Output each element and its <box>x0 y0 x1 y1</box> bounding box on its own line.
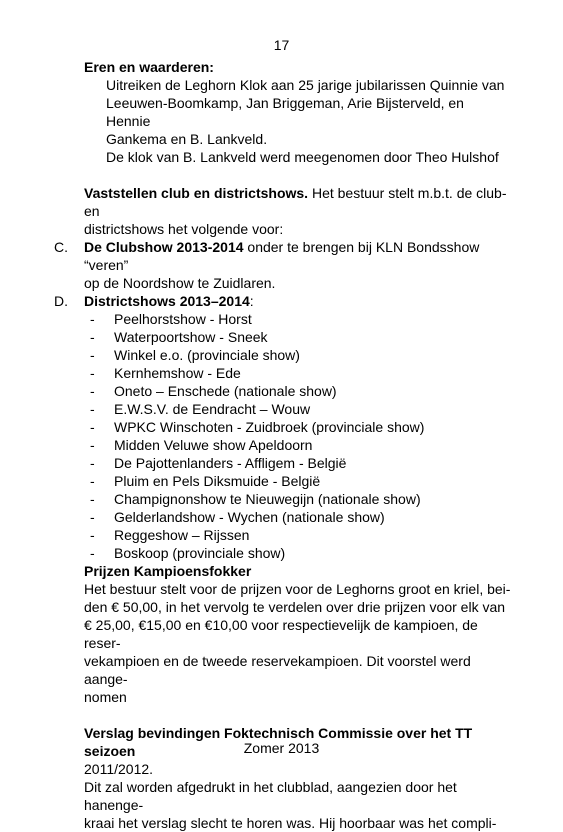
text-line: vekampioen en de tweede reservekampioen. Dit voorstel werd aange- <box>84 653 471 687</box>
list-letter: D. <box>54 293 68 309</box>
list-item-text: Midden Veluwe show Apeldoorn <box>114 437 313 453</box>
list-item <box>84 436 512 454</box>
list-letter: C. <box>54 239 68 255</box>
dash-bullet: - <box>90 509 95 525</box>
inline-text: onder te brengen bij KLN Bondsshow “veren” <box>84 239 480 273</box>
list-item <box>84 472 512 490</box>
text-line: districtshows het volgende voor: <box>84 221 284 237</box>
dash-bullet: - <box>90 419 95 435</box>
dash-bullet: - <box>90 401 95 417</box>
paragraph-gap <box>84 166 512 184</box>
list-item-text: De Pajottenlanders - Affligem - België <box>114 455 347 471</box>
list-item <box>84 418 512 436</box>
list-item <box>84 382 512 400</box>
list-item <box>84 526 512 544</box>
text-line <box>84 184 512 220</box>
section-heading: Verslag bevindingen Foktechnisch Commissie over het TT seizoen <box>84 725 473 759</box>
list-item-text: Winkel e.o. (provinciale show) <box>114 347 300 363</box>
dash-bullet: - <box>90 491 95 507</box>
list-item-text: Kernhemshow - Ede <box>114 365 241 381</box>
list-item-text: Oneto – Enschede (nationale show) <box>114 383 337 399</box>
dash-bullet: - <box>90 437 95 453</box>
dash-bullet: - <box>90 473 95 489</box>
text-line: op de Noordshow te Zuidlaren. <box>84 275 276 291</box>
dash-bullet: - <box>90 455 95 471</box>
item-heading: De Clubshow 2013-2014 <box>84 239 244 255</box>
inline-text: Het bestuur stelt m.b.t. de club- en <box>84 185 507 219</box>
list-item <box>84 328 512 346</box>
text-line: Leeuwen-Boomkamp, Jan Briggeman, Arie Bijsterveld, en Hennie <box>106 95 464 129</box>
list-item <box>84 400 512 418</box>
dash-bullet: - <box>90 365 95 381</box>
text-line <box>84 292 512 310</box>
list-item-text: Champignonshow te Nieuwegijn (nationale show) <box>114 491 421 507</box>
text-line: den € 50,00, in het vervolg te verdelen over drie prijzen voor elk van <box>84 599 506 615</box>
dash-bullet: - <box>90 329 95 345</box>
text-line: De klok van B. Lankveld werd meegenomen door Theo Hulshof <box>106 149 499 165</box>
list-item-text: Reggeshow – Rijssen <box>114 527 250 543</box>
dash-bullet: - <box>90 347 95 363</box>
list-item <box>84 454 512 472</box>
section-heading: Eren en waarderen: <box>84 59 214 75</box>
list-item <box>84 544 512 562</box>
text-line: Uitreiken de Leghorn Klok aan 25 jarige jubilarissen Quinnie van <box>106 77 505 93</box>
section-heading: Prijzen Kampioensfokker <box>84 563 252 579</box>
list-item-text: Gelderlandshow - Wychen (nationale show) <box>114 509 385 525</box>
dash-bullet: - <box>90 527 95 543</box>
list-item <box>84 310 512 328</box>
item-heading: Districtshows 2013–2014 <box>84 293 250 309</box>
text-line: Het bestuur stelt voor de prijzen voor de Leghorns groot en kriel, bei- <box>84 581 511 597</box>
list-item-text: Pluim en Pels Diksmuide - België <box>114 473 321 489</box>
inline-text: : <box>249 293 254 309</box>
districtshow-list <box>84 310 512 562</box>
section-text <box>84 76 512 166</box>
section-heading: Vaststellen club en districtshows. <box>84 185 309 201</box>
document-body <box>54 58 512 832</box>
list-item-d <box>54 292 512 310</box>
list-item-text: E.W.S.V. de Eendracht – Wouw <box>114 401 311 417</box>
dash-bullet: - <box>90 311 95 327</box>
text-line: € 25,00, €15,00 en €10,00 voor respectievelijk de kampioen, de reser- <box>84 617 478 651</box>
list-item-text: Peelhorstshow - Horst <box>114 311 252 327</box>
list-item <box>84 508 512 526</box>
dash-bullet: - <box>90 545 95 561</box>
text-line: kraai het verslag slecht te horen was. Hij hoorbaar was het compli- <box>84 815 497 831</box>
page-footer: Zomer 2013 <box>243 740 320 756</box>
list-item-text: Waterpoortshow - Sneek <box>114 329 268 345</box>
dash-bullet: - <box>90 383 95 399</box>
list-item-text: WPKC Winschoten - Zuidbroek (provinciale show) <box>114 419 425 435</box>
text-line: 2011/2012. <box>84 761 154 777</box>
list-item <box>84 490 512 508</box>
section-eren-en-waarderen <box>84 58 512 166</box>
text-line <box>84 238 512 274</box>
list-item-c <box>54 238 512 292</box>
section-clubshows <box>84 184 512 238</box>
text-line: Gankema en B. Lankveld. <box>106 131 268 147</box>
list-item <box>84 346 512 364</box>
text-line: nomen <box>84 689 127 705</box>
text-line: Dit zal worden afgedrukt in het clubblad, aangezien door het hanenge- <box>84 779 457 813</box>
list-item-text: Boskoop (provinciale show) <box>114 545 286 561</box>
paragraph-gap <box>84 706 512 724</box>
page-number: 17 <box>273 37 290 53</box>
section-prijzen-kampioensfokker <box>84 562 512 706</box>
list-item <box>84 364 512 382</box>
